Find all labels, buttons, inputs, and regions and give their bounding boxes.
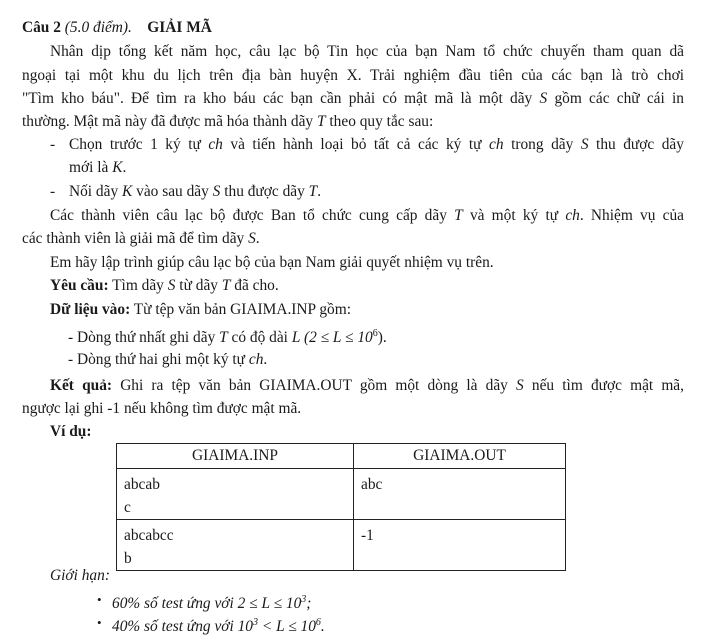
example-table <box>116 443 566 571</box>
requirement-label: Yêu cầu: <box>50 277 109 294</box>
output-line-1: Kết quả: Ghi ra tệp văn bản GIAIMA.OUT gồm một dòng là dãy S nếu tìm được mật mã, <box>50 377 684 394</box>
bullet-icon: • <box>97 615 102 630</box>
input-line-1: - Dòng thứ nhất ghi dãy T có độ dài L $(2 \le L \le 10^6)$. <box>68 328 387 347</box>
members-line-2: các thành viên là giải mã để tìm dãy S. <box>22 230 260 247</box>
limits-label: Giới hạn: <box>50 567 110 584</box>
input-label: Dữ liệu vào: <box>50 301 131 318</box>
rule-1-cont: mới là K. <box>69 159 127 176</box>
question-heading <box>22 18 212 38</box>
table-row <box>117 469 566 520</box>
intro-line-4: thường. Mật mã này đã được mã hóa thành dãy T theo quy tắc sau: <box>22 113 434 130</box>
table-header-row <box>117 444 566 469</box>
members-line-1: Các thành viên câu lạc bộ được Ban tổ chức cung cấp dãy T và một ký tự ch. Nhiệm vụ của <box>50 207 684 224</box>
question-points: (5.0 điểm). <box>64 19 132 36</box>
cell-out: abc <box>354 469 566 520</box>
header-inp: GIAIMA.INP <box>117 444 354 469</box>
task-line: Em hãy lập trình giúp câu lạc bộ của bạn Nam giải quyết nhiệm vụ trên. <box>50 254 494 271</box>
intro-line-3: "Tìm kho báu". Để tìm ra kho báu các bạn cần phải có mật mã là một dãy S gồm các chữ cái in <box>22 90 684 107</box>
intro-line-2: ngoại tại một khu du lịch trên địa bàn huyện X. Trải nghiệm đầu tiên của các bạn là trò chơi <box>22 67 684 84</box>
cell-inp: abcabcc b <box>117 520 354 571</box>
table-row <box>117 520 566 571</box>
question-title: GIẢI MÃ <box>147 19 212 36</box>
cell-inp: abcab c <box>117 469 354 520</box>
output-line-2: ngược lại ghi -1 nếu không tìm được mật mã. <box>22 400 302 417</box>
output-label: Kết quả: <box>50 377 113 394</box>
bullet-icon: • <box>97 592 102 607</box>
cell-out: -1 <box>354 520 566 571</box>
question-number: Câu 2 <box>22 19 61 36</box>
input-line-2: - Dòng thứ hai ghi một ký tự ch. <box>68 351 268 368</box>
rule-dash: - <box>50 136 56 153</box>
requirement: Yêu cầu: Tìm dãy S từ dãy T đã cho. <box>50 277 279 294</box>
input-spec: Dữ liệu vào: Từ tệp văn bản GIAIMA.INP gồm: <box>50 301 352 318</box>
example-label: Ví dụ: <box>50 423 92 440</box>
header-out: GIAIMA.OUT <box>354 444 566 469</box>
intro-line-1: Nhân dịp tổng kết năm học, câu lạc bộ Tin học của bạn Nam tổ chức chuyến tham quan dã <box>50 43 684 60</box>
rule-dash: - <box>50 183 56 200</box>
